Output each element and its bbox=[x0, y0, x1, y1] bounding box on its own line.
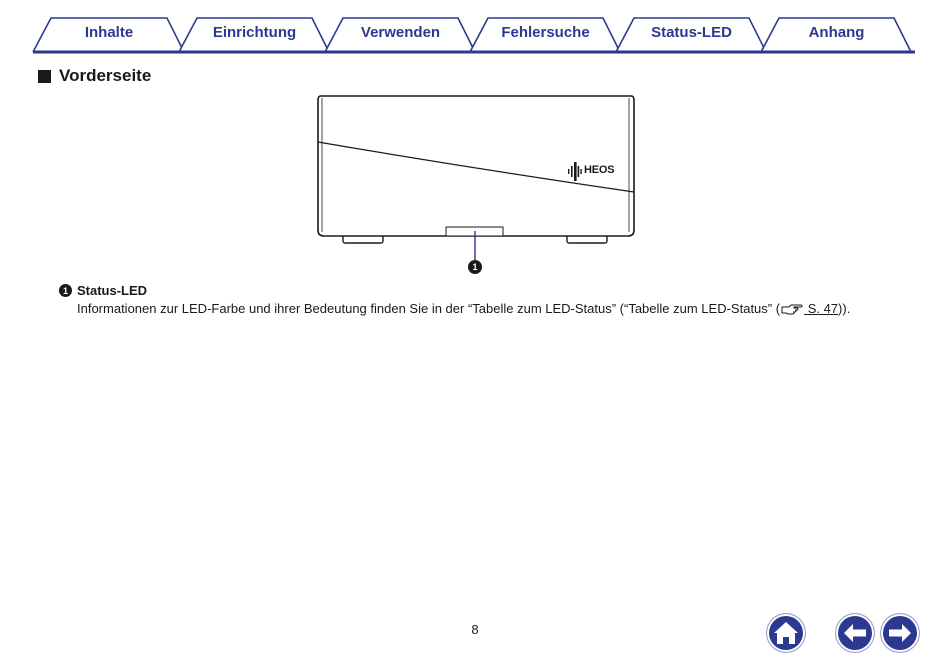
tab-verwenden[interactable]: Verwenden bbox=[360, 24, 441, 41]
item-number-badge: 1 bbox=[59, 284, 72, 297]
item-description bbox=[77, 301, 850, 316]
item-title: Status-LED bbox=[77, 283, 148, 298]
square-bullet-icon bbox=[38, 70, 51, 83]
home-button[interactable] bbox=[767, 614, 805, 652]
section-heading bbox=[38, 64, 151, 88]
item-heading bbox=[59, 283, 147, 298]
arrow-left-icon bbox=[836, 614, 874, 652]
page-reference-link[interactable] bbox=[780, 301, 838, 316]
description-text: Informationen zur LED-Farbe und ihrer Bedeutung finden Sie in der “Tabelle zum LED-Status” (“Tabelle zum LED-Status” ( bbox=[77, 301, 781, 316]
home-icon bbox=[767, 614, 805, 652]
heos-logo-text: HEOS bbox=[584, 164, 615, 176]
tab-einrichtung[interactable]: Einrichtung bbox=[212, 24, 297, 41]
device-front-illustration bbox=[300, 90, 650, 280]
page-number: 8 bbox=[471, 622, 479, 637]
arrow-right-icon bbox=[881, 614, 919, 652]
tab-anhang[interactable]: Anhang bbox=[808, 24, 865, 41]
callout-number: 1 bbox=[472, 262, 478, 272]
description-text-end: )). bbox=[838, 301, 851, 316]
page-reference-text[interactable]: S. 47 bbox=[807, 301, 839, 316]
forward-button[interactable] bbox=[881, 614, 919, 652]
section-title: Vorderseite bbox=[59, 66, 152, 85]
tab-inhalte[interactable]: Inhalte bbox=[84, 24, 134, 41]
back-button[interactable] bbox=[836, 614, 874, 652]
pointing-hand-icon bbox=[781, 303, 803, 315]
tab-bar bbox=[0, 0, 950, 60]
tab-status-led[interactable]: Status-LED bbox=[651, 24, 732, 41]
tab-fehlersuche[interactable]: Fehlersuche bbox=[501, 24, 590, 41]
